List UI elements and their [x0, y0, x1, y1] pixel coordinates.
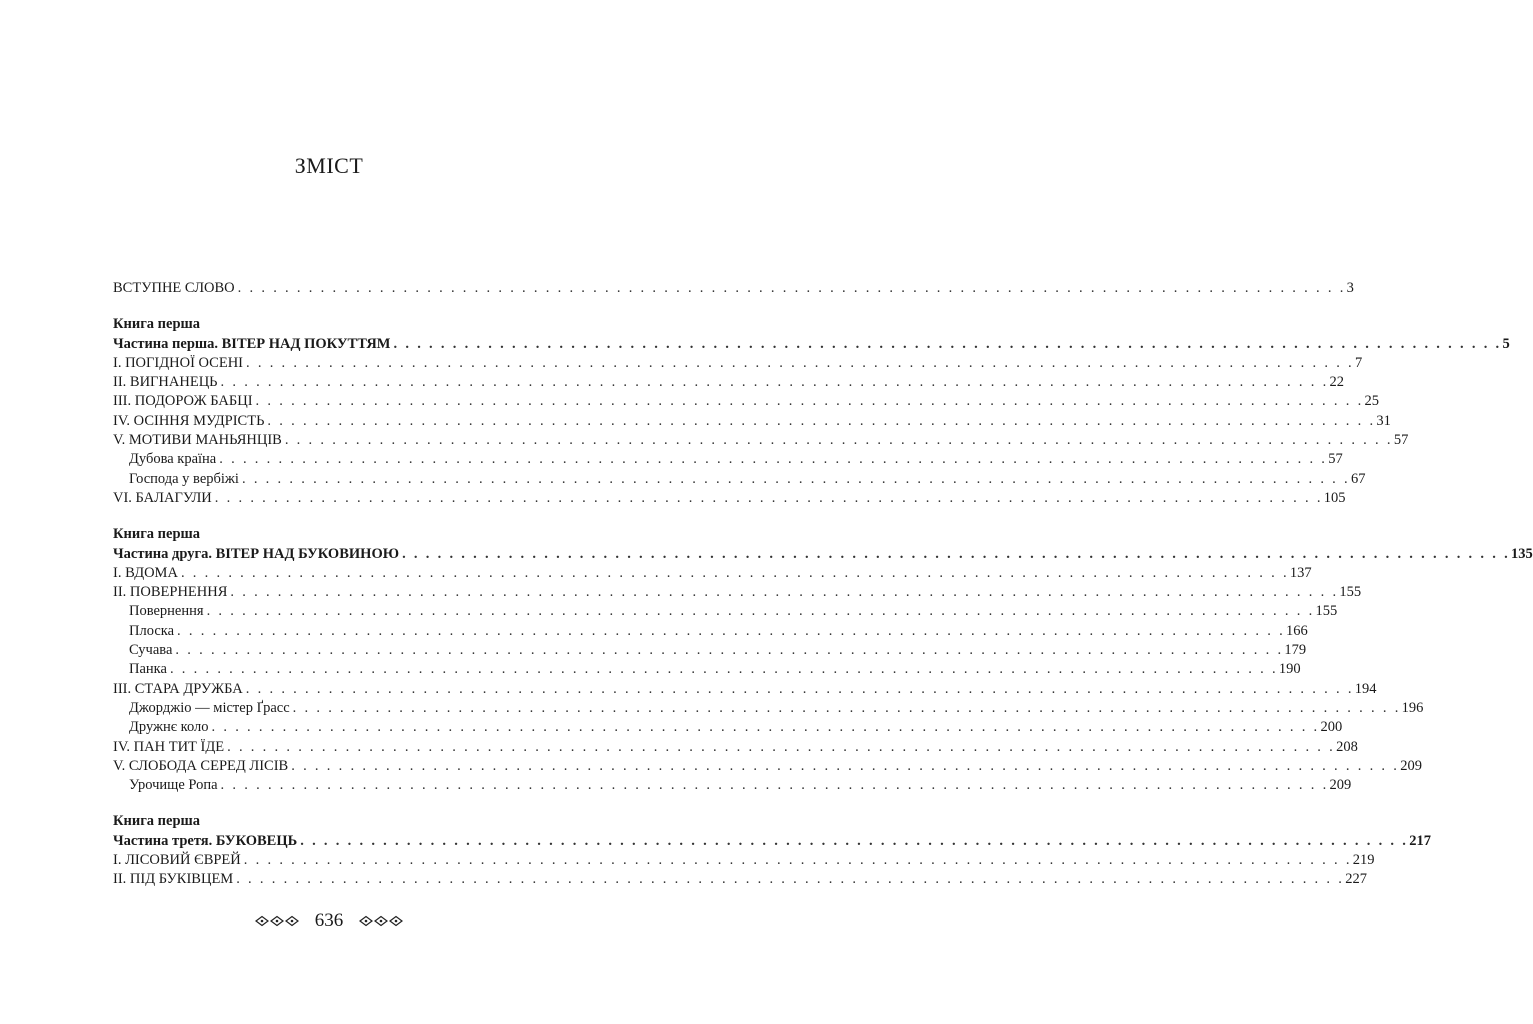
entry-title: Сучава	[129, 642, 173, 659]
toc-entry	[113, 489, 1346, 508]
toc-entry	[113, 851, 1375, 870]
entry-title: Частина друга. ВІТЕР НАД БУКОВИНОЮ	[113, 545, 400, 562]
entry-title: Джорджіо — містер Ґрасс	[129, 699, 290, 716]
entry-title: Урочище Ропа	[129, 777, 218, 794]
dot-leader: . . . . . . . . . . . . . . . . . . . . . . . . . . . . . . . . . . . . . . . . . . . . . . . . . . . . . . . . . . . . . . . . . . . . . . . . . . . . . . . . . . . . . . . . . . . . . .	[180, 564, 1289, 581]
dot-leader: . . . . . . . . . . . . . . . . . . . . . . . . . . . . . . . . . . . . . . . . . . . . . . . . . . . . . . . . . . . . . . . . . . . . . . . . . . . . . . . . . . . . . . . . . . . . . .	[393, 335, 1502, 352]
toc-entry	[113, 392, 1380, 411]
entry-title: І. ЛІСОВИЙ ЄВРЕЙ	[113, 852, 241, 869]
entry-page-number: 227	[1345, 871, 1367, 888]
entry-title: ІV. ОСІННЯ МУДРІСТЬ	[113, 412, 265, 429]
entry-title: ІV. ПАН ТИТ ЇДЕ	[113, 738, 225, 755]
toc-entry	[113, 564, 1312, 583]
entry-title: V. МОТИВИ МАНЬЯНЦІВ	[113, 432, 282, 449]
dot-leader: . . . . . . . . . . . . . . . . . . . . . . . . . . . . . . . . . . . . . . . . . . . . . . . . . . . . . . . . . . . . . . . . . . . . . . . . . . . . . . . . . . . . . . . . . . . . . .	[220, 374, 1329, 391]
entry-page-number: 196	[1401, 699, 1424, 716]
dot-leader: . . . . . . . . . . . . . . . . . . . . . . . . . . . . . . . . . . . . . . . . . . . . . . . . . . . . . . . . . . . . . . . . . . . . . . . . . . . . . . . . . . . . . . . . . . . . . .	[241, 470, 1350, 487]
dot-leader: . . . . . . . . . . . . . . . . . . . . . . . . . . . . . . . . . . . . . . . . . . . . . . . . . . . . . . . . . . . . . . . . . . . . . . . . . . . . . . . . . . . . . . . . . . . . . .	[243, 852, 1352, 869]
page-footer	[0, 910, 658, 932]
entry-page-number: 200	[1320, 719, 1343, 736]
dot-leader: . . . . . . . . . . . . . . . . . . . . . . . . . . . . . . . . . . . . . . . . . . . . . . . . . . . . . . . . . . . . . . . . . . . . . . . . . . . . . . . . . . . . . . . . . . . . . .	[245, 680, 1354, 697]
section-spacer	[113, 508, 596, 525]
toc-entry	[113, 373, 1344, 392]
book-heading: Книга перша	[113, 813, 201, 830]
entry-title: V. СЛОБОДА СЕРЕД ЛІСІВ	[113, 757, 289, 774]
entry-page-number: 105	[1323, 489, 1346, 506]
toc-subentry	[113, 450, 1343, 469]
dot-leader: . . . . . . . . . . . . . . . . . . . . . . . . . . . . . . . . . . . . . . . . . . . . . . . . . . . . . . . . . . . . . . . . . . . . . . . . . . . . . . . . . . . . . . . . . . . . . .	[291, 757, 1400, 774]
entry-title: Частина третя. БУКОВЕЦЬ	[113, 832, 298, 849]
dot-leader: . . . . . . . . . . . . . . . . . . . . . . . . . . . . . . . . . . . . . . . . . . . . . . . . . . . . . . . . . . . . . . . . . . . . . . . . . . . . . . . . . . . . . . . . . . . . . .	[219, 451, 1328, 468]
dot-leader: . . . . . . . . . . . . . . . . . . . . . . . . . . . . . . . . . . . . . . . . . . . . . . . . . . . . . . . . . . . . . . . . . . . . . . . . . . . . . . . . . . . . . . . . . . . . . .	[169, 661, 1278, 678]
dot-leader: . . . . . . . . . . . . . . . . . . . . . . . . . . . . . . . . . . . . . . . . . . . . . . . . . . . . . . . . . . . . . . . . . . . . . . . . . . . . . . . . . . . . . . . . . . . . . .	[214, 489, 1323, 506]
entry-page-number: 7	[1354, 354, 1363, 371]
entry-title: Частина перша. ВІТЕР НАД ПОКУТТЯМ	[113, 335, 391, 352]
entry-title: ІІ. ПІД БУКІВЦЕМ	[113, 871, 234, 888]
section-spacer	[113, 298, 596, 315]
entry-page-number: 194	[1354, 680, 1377, 697]
entry-title: Повернення	[129, 603, 204, 620]
entry-page-number: 137	[1289, 564, 1312, 581]
dot-leader: . . . . . . . . . . . . . . . . . . . . . . . . . . . . . . . . . . . . . . . . . . . . . . . . . . . . . . . . . . . . . . . . . . . . . . . . . . . . . . . . . . . . . . . . . . . . . .	[237, 280, 1346, 296]
toc-entry	[113, 738, 1358, 757]
part-heading	[113, 545, 1533, 564]
toc-subentry	[113, 660, 1301, 679]
toc-subentry	[113, 602, 1338, 621]
toc-entry	[113, 431, 1409, 450]
section-spacer	[113, 795, 596, 812]
entry-title: І. ПОГІДНОЇ ОСЕНІ	[113, 354, 243, 371]
entry-page-number: 57	[1328, 451, 1343, 468]
entry-page-number: 179	[1284, 642, 1307, 659]
entry-page-number: 25	[1364, 393, 1380, 410]
entry-page-number: 57	[1393, 432, 1409, 449]
toc-subentry	[113, 718, 1343, 737]
entry-page-number: 5	[1502, 335, 1510, 352]
entry-page-number: 155	[1339, 584, 1362, 601]
entry-title: VІ. БАЛАГУЛИ	[113, 489, 212, 506]
entry-page-number: 166	[1286, 622, 1308, 639]
dot-leader: . . . . . . . . . . . . . . . . . . . . . . . . . . . . . . . . . . . . . . . . . . . . . . . . . . . . . . . . . . . . . . . . . . . . . . . . . . . . . . . . . . . . . . . . . . . . . .	[402, 545, 1511, 562]
dot-leader: . . . . . . . . . . . . . . . . . . . . . . . . . . . . . . . . . . . . . . . . . . . . . . . . . . . . . . . . . . . . . . . . . . . . . . . . . . . . . . . . . . . . . . . . . . . . . .	[230, 584, 1339, 601]
dot-leader: . . . . . . . . . . . . . . . . . . . . . . . . . . . . . . . . . . . . . . . . . . . . . . . . . . . . . . . . . . . . . . . . . . . . . . . . . . . . . . . . . . . . . . . . . . . . . .	[177, 622, 1285, 639]
entry-title: ІІ. ВИГНАНЕЦЬ	[113, 374, 218, 391]
entry-title: ІІІ. ПОДОРОЖ БАБЦІ	[113, 393, 253, 410]
entry-page-number: 3	[1346, 280, 1354, 296]
toc-subentry	[113, 641, 1307, 660]
entry-title: Дубова країна	[129, 451, 217, 468]
book-heading: Книга перша	[113, 316, 201, 333]
toc-entry	[113, 583, 1362, 602]
toc-entry-intro	[113, 279, 1354, 298]
toc-subentry	[113, 470, 1366, 489]
entry-title: Дружнє коло	[129, 719, 209, 736]
entry-page-number: 31	[1376, 412, 1391, 429]
dot-leader: . . . . . . . . . . . . . . . . . . . . . . . . . . . . . . . . . . . . . . . . . . . . . . . . . . . . . . . . . . . . . . . . . . . . . . . . . . . . . . . . . . . . . . . . . . . . . .	[236, 871, 1345, 888]
entry-title: ІІ. ПОВЕРНЕННЯ	[113, 584, 228, 601]
toc-entry	[113, 870, 1367, 889]
dot-leader: . . . . . . . . . . . . . . . . . . . . . . . . . . . . . . . . . . . . . . . . . . . . . . . . . . . . . . . . . . . . . . . . . . . . . . . . . . . . . . . . . . . . . . . . . . . . . .	[227, 738, 1336, 755]
dot-leader: . . . . . . . . . . . . . . . . . . . . . . . . . . . . . . . . . . . . . . . . . . . . . . . . . . . . . . . . . . . . . . . . . . . . . . . . . . . . . . . . . . . . . . . . . . . . . .	[206, 603, 1315, 620]
dot-leader: . . . . . . . . . . . . . . . . . . . . . . . . . . . . . . . . . . . . . . . . . . . . . . . . . . . . . . . . . . . . . . . . . . . . . . . . . . . . . . . . . . . . . . . . . . . . . .	[211, 719, 1320, 736]
entry-page-number: 155	[1315, 603, 1338, 620]
dot-leader: . . . . . . . . . . . . . . . . . . . . . . . . . . . . . . . . . . . . . . . . . . . . . . . . . . . . . . . . . . . . . . . . . . . . . . . . . . . . . . . . . . . . . . . . . . . . . .	[284, 432, 1393, 449]
part-heading	[113, 335, 1510, 354]
dot-leader: . . . . . . . . . . . . . . . . . . . . . . . . . . . . . . . . . . . . . . . . . . . . . . . . . . . . . . . . . . . . . . . . . . . . . . . . . . . . . . . . . . . . . . . . . . . . . .	[255, 393, 1364, 410]
dot-leader: . . . . . . . . . . . . . . . . . . . . . . . . . . . . . . . . . . . . . . . . . . . . . . . . . . . . . . . . . . . . . . . . . . . . . . . . . . . . . . . . . . . . . . . . . . . . . .	[246, 354, 1354, 371]
toc-entry	[113, 680, 1377, 699]
entry-title: ВСТУПНЕ СЛОВО	[113, 280, 235, 296]
entry-page-number: 209	[1329, 777, 1352, 794]
entry-page-number: 217	[1409, 832, 1431, 849]
entry-page-number: 22	[1329, 374, 1344, 391]
table-of-contents	[113, 279, 1533, 890]
entry-page-number: 219	[1352, 852, 1375, 869]
toc-subentry	[113, 622, 1308, 641]
page-title: ЗМІСТ	[294, 153, 364, 178]
entry-title: Панка	[129, 661, 167, 678]
part-heading	[113, 832, 1431, 851]
entry-page-number: 190	[1278, 661, 1301, 678]
ornament-left-icon	[255, 915, 301, 927]
toc-entry	[113, 412, 1391, 431]
entry-page-number: 209	[1400, 757, 1422, 774]
entry-title: Господа у вербіжі	[129, 470, 239, 487]
entry-title: Плоска	[129, 622, 175, 639]
entry-page-number: 67	[1350, 470, 1366, 487]
entry-title: ІІІ. СТАРА ДРУЖБА	[113, 680, 243, 697]
entry-title: І. ВДОМА	[113, 564, 178, 581]
book-heading: Книга перша	[113, 526, 201, 543]
ornament-right-icon	[357, 915, 403, 927]
toc-entry	[113, 757, 1422, 776]
dot-leader: . . . . . . . . . . . . . . . . . . . . . . . . . . . . . . . . . . . . . . . . . . . . . . . . . . . . . . . . . . . . . . . . . . . . . . . . . . . . . . . . . . . . . . . . . . . . . .	[267, 412, 1376, 429]
entry-page-number: 208	[1336, 738, 1358, 755]
toc-subentry	[113, 776, 1352, 795]
entry-page-number: 135	[1511, 545, 1533, 562]
dot-leader: . . . . . . . . . . . . . . . . . . . . . . . . . . . . . . . . . . . . . . . . . . . . . . . . . . . . . . . . . . . . . . . . . . . . . . . . . . . . . . . . . . . . . . . . . . . . . .	[220, 777, 1329, 794]
page-number: 636	[314, 910, 344, 931]
dot-leader: . . . . . . . . . . . . . . . . . . . . . . . . . . . . . . . . . . . . . . . . . . . . . . . . . . . . . . . . . . . . . . . . . . . . . . . . . . . . . . . . . . . . . . . . . . . . . .	[292, 699, 1401, 716]
dot-leader: . . . . . . . . . . . . . . . . . . . . . . . . . . . . . . . . . . . . . . . . . . . . . . . . . . . . . . . . . . . . . . . . . . . . . . . . . . . . . . . . . . . . . . . . . . . . . .	[300, 832, 1409, 849]
toc-subentry	[113, 699, 1424, 718]
dot-leader: . . . . . . . . . . . . . . . . . . . . . . . . . . . . . . . . . . . . . . . . . . . . . . . . . . . . . . . . . . . . . . . . . . . . . . . . . . . . . . . . . . . . . . . . . . . . . .	[175, 642, 1284, 659]
toc-entry	[113, 354, 1363, 373]
